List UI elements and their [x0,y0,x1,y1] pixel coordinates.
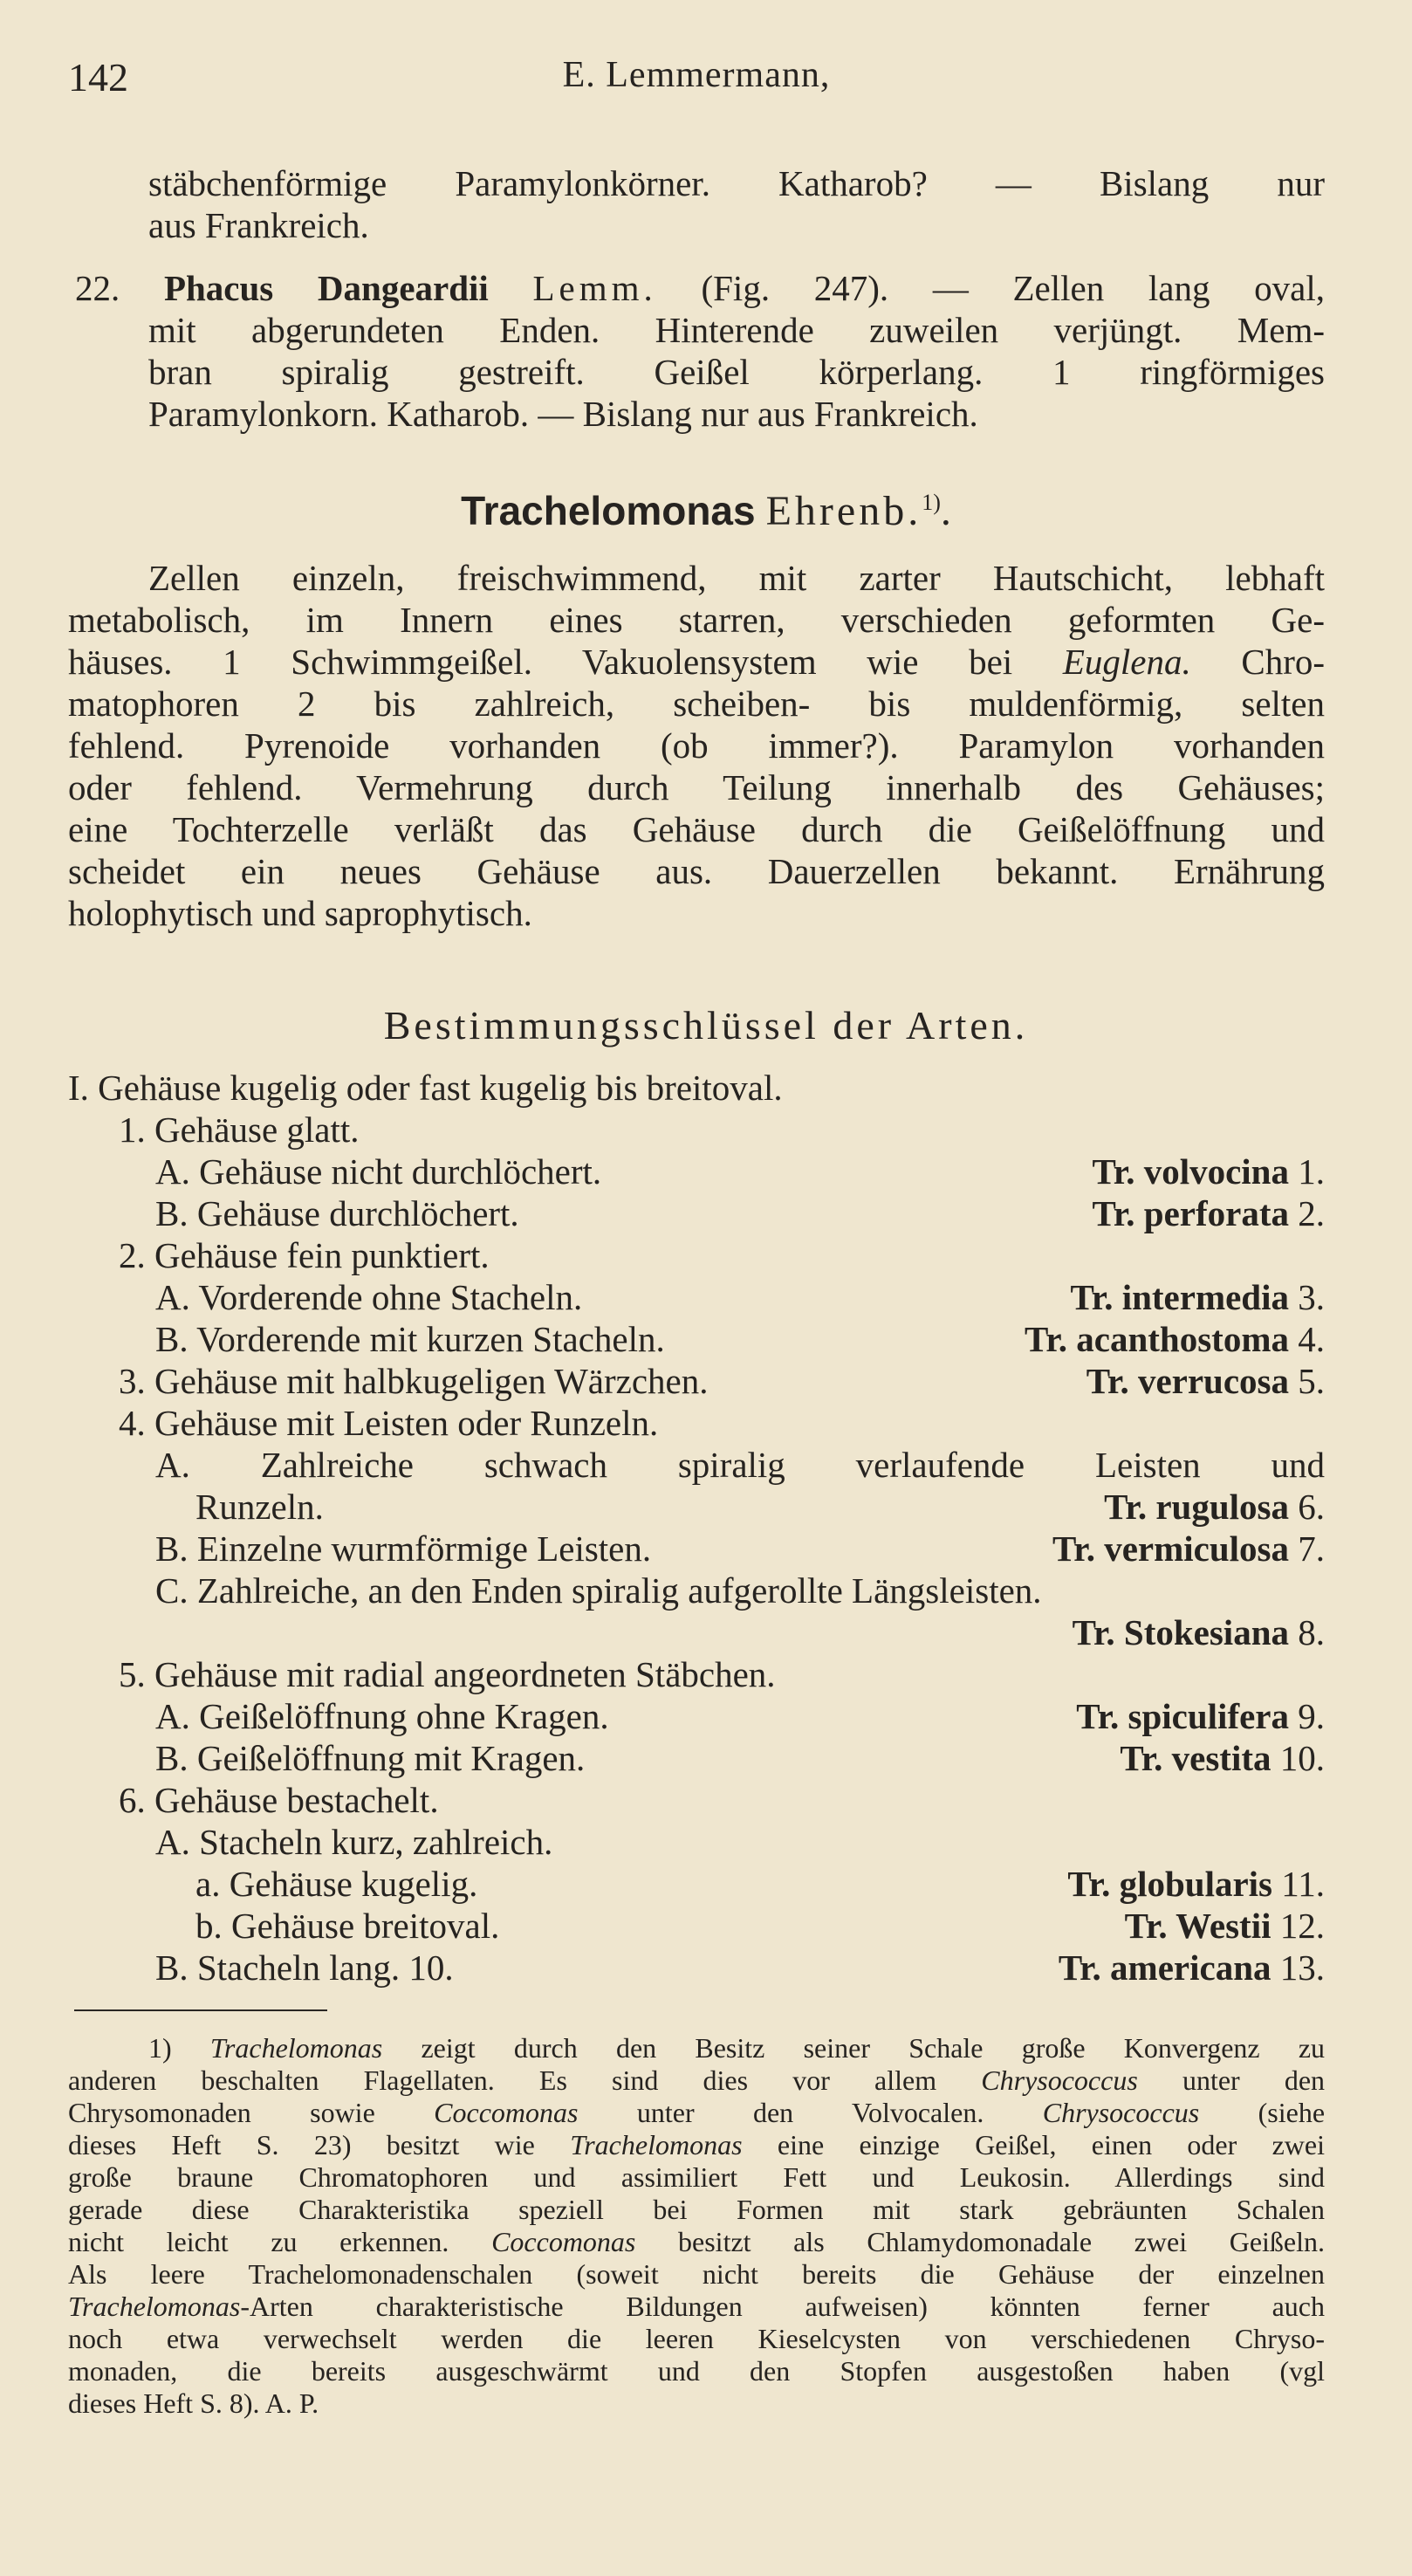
genus-italic: Euglena. [1062,642,1191,682]
text-line: mit abgerundeten Enden. Hinterende zuweilen verjüngt. Mem- [148,310,1325,350]
text-line: aus Frankreich. [148,205,369,245]
key-species-number: 1. [1298,1151,1325,1192]
text-segment: -Arten charakteristische Bildungen aufweisen) könnten ferner auch [240,2291,1325,2322]
identification-key [68,1067,1325,1989]
heading-period: . [940,488,951,534]
key-species-number: 10. [1279,1738,1325,1778]
footnote-line [68,2129,1325,2161]
key-row-text: 1. Gehäuse glatt. [119,1109,360,1150]
footnote-line: Als leere Trachelomonadenschalen (soweit nicht bereits die Gehäuse der einzelnen [68,2258,1325,2290]
entry-22 [75,267,1325,435]
key-species-name: Tr. acanthostoma [1025,1319,1289,1359]
footnote-line: gerade diese Charakteristika speziell bei Formen mit stark gebräunten Schalen [68,2194,1325,2225]
page-number: 142 [68,55,128,100]
key-species-number: 8. [1298,1612,1325,1652]
key-row [68,1863,1325,1905]
species-author: Lemm. [532,268,657,308]
key-row [68,1109,1325,1151]
key-row-text: a. Gehäuse kugelig. [195,1864,478,1904]
key-row-text: 6. Gehäuse bestachelt. [119,1780,439,1820]
text-segment: besitzt als Chlamydomonadale zwei Geißeln. [678,2226,1326,2257]
footnote-line: noch etwa verwechselt werden die leeren Kieselcysten von verschiedenen Chryso- [68,2323,1325,2354]
species-name: Phacus Dangeardii [163,268,489,308]
key-species [1076,1695,1325,1737]
genus-italic: Chrysococcus [981,2064,1138,2096]
text-segment: Chrysomonaden sowie [68,2097,375,2128]
key-species-name: Tr. verrucosa [1086,1361,1289,1401]
key-row [68,1360,1325,1402]
key-title: Bestimmungsschlüssel der Arten. [383,1003,1029,1048]
text-segment: nicht leicht zu erkennen. [68,2226,449,2257]
footnote-line [68,2291,1325,2323]
text-segment: (siehe [1258,2097,1326,2128]
text-line: scheidet ein neues Gehäuse aus. Dauerzellen bekannt. Ernährung [68,851,1325,891]
key-species-name: Tr. volvocina [1092,1151,1289,1192]
key-species [1093,1192,1325,1234]
text-line: fehlend. Pyrenoide vorhanden (ob immer?). Paramylon vorhanden [68,725,1325,766]
text-segment: eine einzige Geißel, einen oder zwei [777,2129,1326,2160]
genus-italic: Trachelomonas [209,2032,383,2064]
key-row-text: 3. Gehäuse mit halbkugeligen Wärzchen. [119,1361,709,1401]
text-line: stäbchenförmige Paramylonkörner. Katharob? — Bislang nur [148,163,1325,203]
text-segment: dieses Heft S. 23) besitzt wie [68,2129,535,2160]
key-species [1092,1151,1325,1192]
key-row-text: b. Gehäuse breitoval. [195,1906,500,1946]
key-species-number: 7. [1298,1528,1325,1569]
genus-name: Trachelomonas [461,488,756,533]
key-row-text: B. Stacheln lang. 10. [155,1947,454,1988]
key-species [1073,1611,1325,1653]
key-row [68,1444,1325,1486]
key-row-text: 5. Gehäuse mit radial angeordneten Stäbchen. [119,1654,776,1694]
key-species-number: 4. [1298,1319,1325,1359]
footnote-line [68,2032,1325,2064]
key-row-text: B. Geißelöffnung mit Kragen. [155,1738,586,1778]
key-species-name: Tr. vermiculosa [1052,1528,1289,1569]
running-title: E. Lemmermann, [562,55,831,95]
key-species-number: 5. [1298,1361,1325,1401]
key-species-name: Tr. globularis [1067,1864,1273,1904]
key-species-number: 3. [1298,1277,1325,1317]
genus-italic: Coccomonas [491,2226,636,2257]
key-species-number: 2. [1298,1193,1325,1233]
footnote-line [68,2097,1325,2129]
key-row [68,1737,1325,1779]
continued-paragraph [148,162,1325,246]
entry-number: 22. [75,268,120,308]
entry-22-line-1 [75,267,1325,309]
text-segment: unter den [1182,2064,1326,2096]
key-row [68,1192,1325,1234]
key-row-text: A. Vorderende ohne Stacheln. [155,1277,583,1317]
key-row-text: B. Einzelne wurmförmige Leisten. [155,1528,652,1569]
key-species [1125,1905,1325,1947]
text-segment: häuses. 1 Schwimmgeißel. Vakuolensystem wie bei [68,642,1013,682]
key-row-text: B. Gehäuse durchlöchert. [155,1193,519,1233]
key-row-text: A. Stacheln kurz, zahlreich. [155,1822,553,1862]
key-row [68,1528,1325,1570]
key-species [1070,1276,1325,1318]
text-line: metabolisch, im Innern eines starren, verschieden geformten Ge- [68,600,1325,640]
key-species-number: 13. [1279,1947,1325,1988]
footnote [68,2032,1325,2420]
key-row-text: A. Geißelöffnung ohne Kragen. [155,1696,609,1736]
key-row [68,1570,1325,1611]
key-species-name: Tr. intermedia [1070,1277,1289,1317]
footnote-line: dieses Heft S. 8). A. P. [68,2387,319,2419]
key-species [1052,1528,1325,1570]
key-row-text: B. Vorderende mit kurzen Stacheln. [155,1319,665,1359]
key-species-name: Tr. rugulosa [1104,1487,1289,1527]
key-row [68,1653,1325,1695]
key-species-name: Tr. perforata [1092,1193,1289,1233]
text-line: Zellen einzeln, freischwimmend, mit zarter Hautschicht, lebhaft [148,558,1325,598]
key-row [68,1234,1325,1276]
key-row-text: 4. Gehäuse mit Leisten oder Runzeln. [119,1403,659,1443]
key-row [68,1821,1325,1863]
genus-italic: Coccomonas [434,2097,579,2128]
footnote-line: große braune Chromatophoren und assimiliert Fett und Leukosin. Allerdings sind [68,2161,1325,2193]
footnote-line: monaden, die bereits ausgeschwärmt und den Stopfen ausgestoßen haben (vgl [68,2355,1325,2387]
key-species [1025,1318,1325,1360]
key-species [1067,1863,1325,1905]
text-line: Paramylonkorn. Katharob. — Bislang nur aus Frankreich. [148,394,978,434]
key-row [68,1947,1325,1989]
text-line: holophytisch und saprophytisch. [68,893,532,933]
key-row [68,1905,1325,1947]
text-line: eine Tochterzelle verläßt das Gehäuse durch die Geißelöffnung und [68,809,1325,849]
key-species [1104,1486,1325,1528]
footnote-mark: 1) [922,490,941,515]
key-row [68,1695,1325,1737]
text-line: bran spiralig gestreift. Geißel körperlang. 1 ringförmiges [148,352,1325,392]
key-species [1086,1360,1325,1402]
key-row [68,1318,1325,1360]
genus-italic: Trachelomonas [570,2129,743,2160]
footnote-line [68,2226,1325,2258]
text-segment: anderen beschalten Flagellaten. Es sind dies vor allem [68,2064,937,2096]
genus-description [68,557,1325,934]
text-segment: 1) [148,2032,172,2064]
key-species-number: 12. [1279,1906,1325,1946]
text-segment: zeigt durch den Besitz seiner Schale große Konvergenz zu [421,2032,1326,2064]
key-row [68,1402,1325,1444]
key-species-number: 11. [1281,1864,1325,1904]
key-row-text: A. Gehäuse nicht durchlöchert. [155,1151,602,1192]
genus-heading [0,487,1412,535]
key-row [68,1067,1325,1109]
key-species [1120,1737,1325,1779]
key-species-name: Tr. vestita [1120,1738,1271,1778]
text-segment: Chro- [1241,642,1326,682]
key-row [68,1486,1325,1528]
text-line: oder fehlend. Vermehrung durch Teilung innerhalb des Gehäuses; [68,767,1325,807]
key-row-text: I. Gehäuse kugelig oder fast kugelig bis breitoval. [68,1068,783,1108]
key-species-name: Tr. Stokesiana [1072,1612,1289,1652]
key-row-text: C. Zahlreiche, an den Enden spiralig aufgerollte Längsleisten. [155,1570,1042,1611]
key-row [68,1276,1325,1318]
key-row-text: Runzeln. [195,1487,324,1527]
genus-italic: Chrysococcus [1042,2097,1200,2128]
key-row [68,1151,1325,1192]
key-species-name: Tr. americana [1058,1947,1271,1988]
key-row-text: A. Zahlreiche schwach spiralig verlaufende Leisten und [155,1445,1325,1485]
key-row [68,1611,1325,1653]
text-line: matophoren 2 bis zahlreich, scheiben- bis muldenförmig, selten [68,683,1325,724]
footnote-rule [74,2009,327,2011]
text-line [68,641,1325,683]
key-species [1059,1947,1325,1989]
key-species-number: 6. [1298,1487,1325,1527]
page-header [68,54,1325,106]
key-row-text: 2. Gehäuse fein punktiert. [119,1235,490,1275]
genus-author: Ehrenb. [765,488,922,534]
key-row [68,1779,1325,1821]
key-species-name: Tr. Westii [1124,1906,1271,1946]
key-species-name: Tr. spiculifera [1076,1696,1289,1736]
footnote-line [68,2064,1325,2097]
key-species-number: 9. [1298,1696,1325,1736]
genus-italic: Trachelomonas [68,2291,241,2322]
text-segment: unter den Volvocalen. [636,2097,984,2128]
text-segment: (Fig. 247). — Zellen lang oval, [701,268,1326,308]
